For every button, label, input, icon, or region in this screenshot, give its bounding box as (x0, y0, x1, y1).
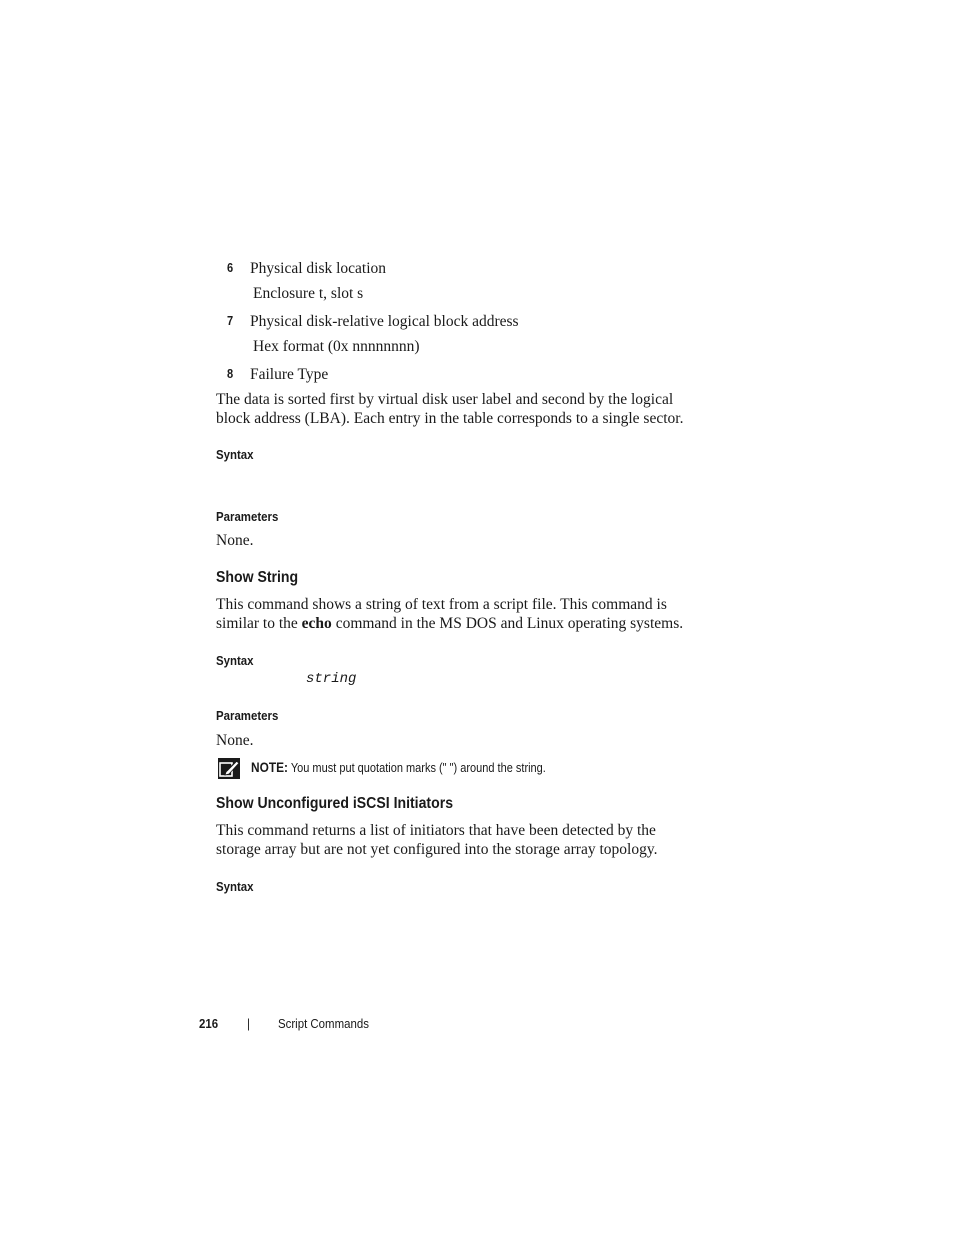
list-number-6: 6 (227, 260, 234, 275)
list-label-8: Failure Type (250, 366, 329, 383)
footer-title: Script Commands (278, 1016, 369, 1031)
show-unconfigured-heading: Show Unconfigured iSCSI Initiators (216, 795, 454, 812)
list-number-7: 7 (227, 313, 234, 328)
page-number: 216 (199, 1016, 219, 1031)
list-detail-6: Enclosure t, slot s (253, 285, 364, 302)
description-text: similar to the (216, 615, 302, 632)
parameters-subheading: Parameters (216, 509, 279, 524)
note-pencil-icon (218, 758, 240, 779)
syntax-subheading: Syntax (216, 653, 254, 668)
show-string-description-line1: This command shows a string of text from a script file. This command is (216, 596, 667, 613)
parameters-text: None. (216, 532, 254, 549)
list-detail-7: Hex format (0x nnnnnnnn) (253, 338, 420, 355)
show-unconfigured-description-line1: This command returns a list of initiators that have been detected by the (216, 822, 656, 839)
description-text: command in the MS DOS and Linux operating systems. (331, 615, 684, 632)
list-label-6: Physical disk location (250, 260, 387, 277)
intro-paragraph-line1: The data is sorted first by virtual disk user label and second by the logical (216, 391, 674, 408)
note-label: NOTE: (251, 760, 288, 775)
list-label-7: Physical disk-relative logical block address (250, 313, 519, 330)
list-number-8: 8 (227, 366, 234, 381)
parameters-text: None. (216, 732, 254, 749)
intro-paragraph-line2: block address (LBA). Each entry in the table corresponds to a single sector. (216, 410, 684, 427)
footer-separator: | (247, 1016, 250, 1031)
syntax-code-string: string (306, 671, 357, 687)
show-string-heading: Show String (216, 569, 299, 586)
show-string-description-line2 (216, 614, 683, 633)
note-text: You must put quotation marks (" ") around the string. (287, 761, 546, 775)
show-unconfigured-description-line2: storage array but are not yet configured into the storage array topology. (216, 841, 658, 858)
syntax-subheading: Syntax (216, 447, 254, 462)
echo-command: echo (301, 615, 332, 632)
parameters-subheading: Parameters (216, 708, 279, 723)
note (251, 759, 546, 777)
syntax-subheading: Syntax (216, 879, 254, 894)
